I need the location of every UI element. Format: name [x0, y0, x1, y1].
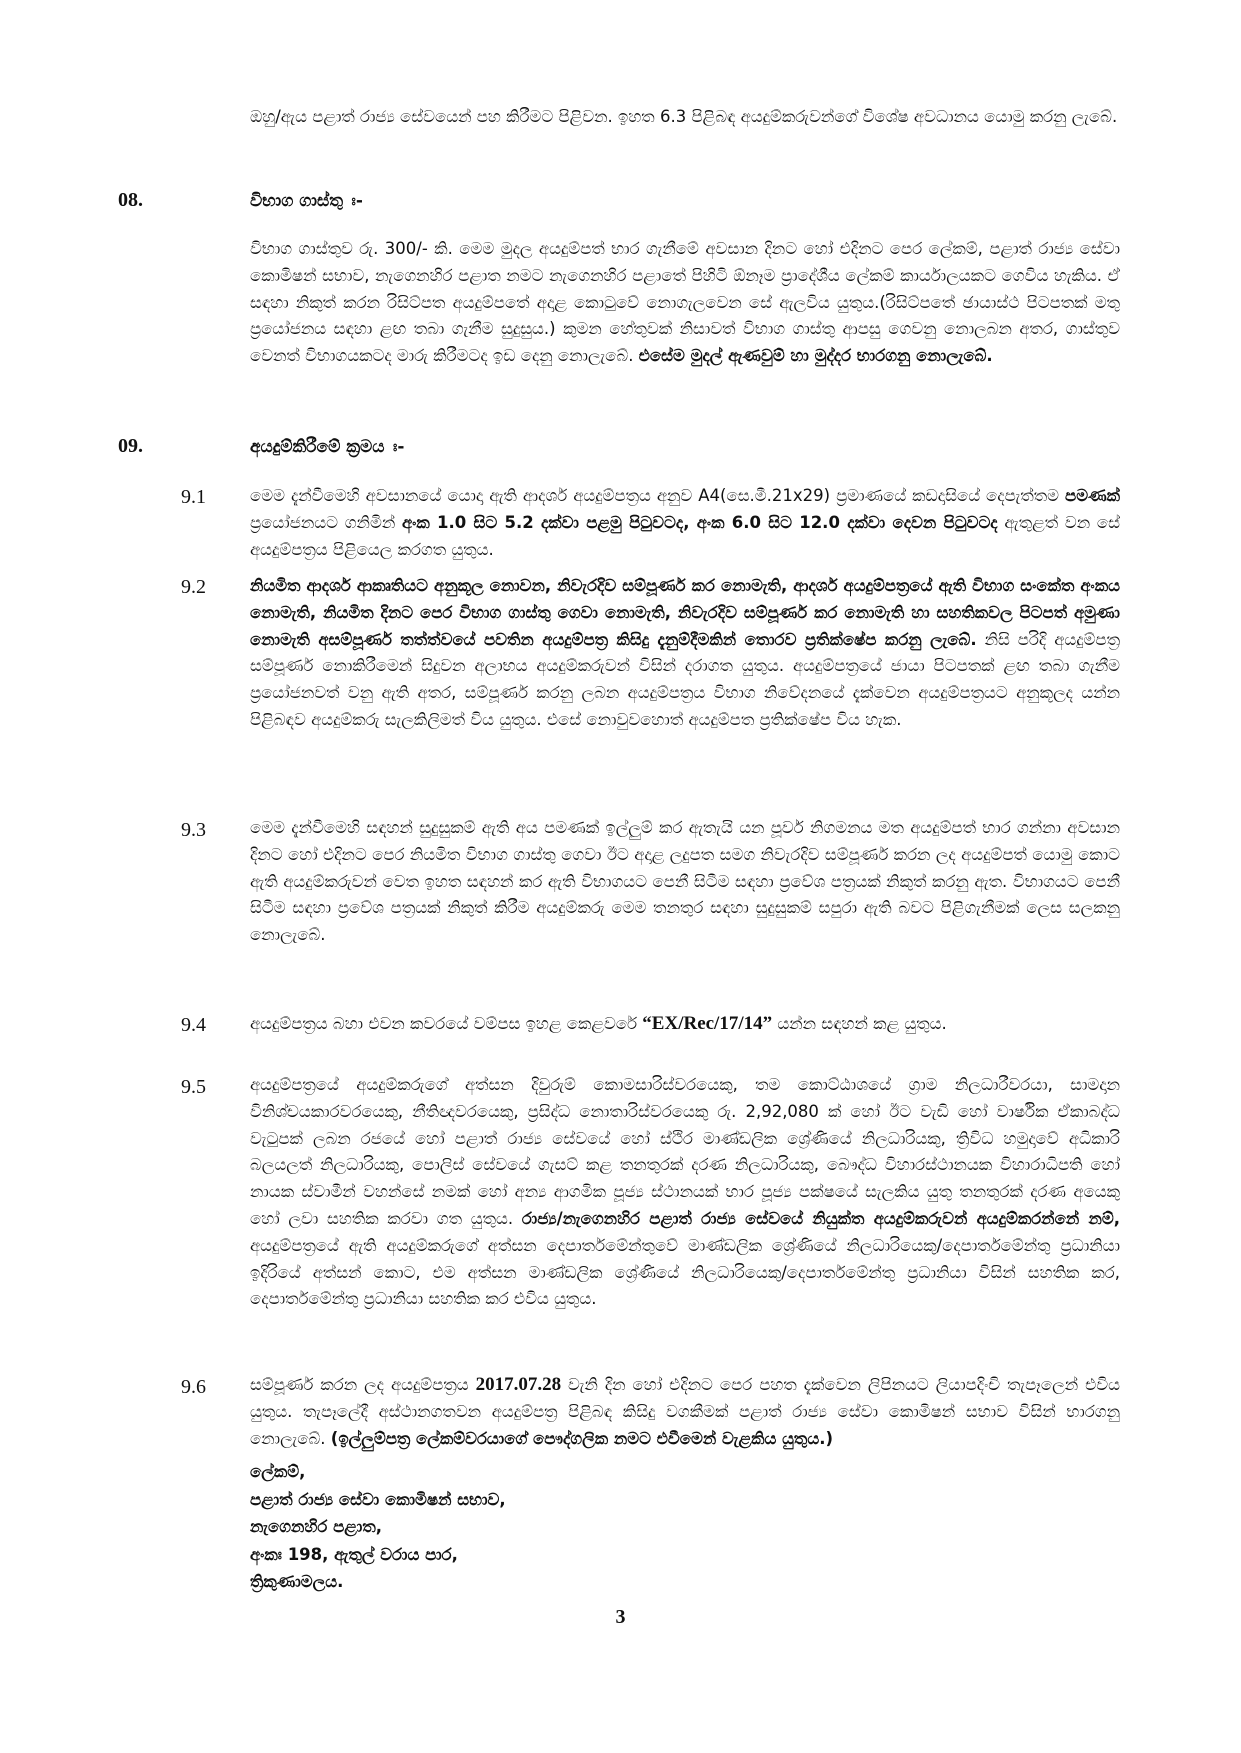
page-number: 3: [615, 1606, 626, 1628]
address-block: [250, 1458, 506, 1596]
section-08-bold-note: එසේම මුදල් ඇණවුම් හා මුද්දර භාරගනු නොලැබේ.: [638, 346, 993, 366]
item-9-5-number: 9.5: [181, 1076, 206, 1098]
intro-paragraph: ඔහු/ඇය පළාත් රාජ්‍ය සේවයෙන් පහ කිරීමට පිළිවන. ඉහත 6.3 පිළිබඳ අයදුම්කරුවන්ගේ විශේෂ අවධානය යොමු කරනු ලැබේ.: [250, 107, 1118, 126]
address-line: නැගෙනහිර පළාත,: [250, 1517, 382, 1536]
item-9-5-text: අයදුම්පත්‍රයේ අයදුම්කරුගේ අත්සන දිවුරුම් කොමසාරිස්වරයෙකු, තම කොට්ඨාශයේ ග්‍රාම නිලධාරීවරයා, සාමදාන විනිශ්චයකාරවරයෙකු, නීතිඥවරයෙකු, ප්‍රසිද්ධ නොතාරිස්වරයෙකු රු. 2,92,080 ක් හෝ ඊට වැඩි හෝ වාර්ෂික ඒකාබද්ධ වැටුපක් ලබන රජයේ හෝ පළාත් රාජ්‍ය සේවයේ හෝ ස්ථිර මාණ්ඩලික ශ්‍රේණියේ නිලධාරියකු, ත්‍රිවිධ හමුදාවේ අධිකාරි බලයලත් නිලධාරියකු, පොලිස් සේවයේ ගැසට් කළ තනතුරක් දරණ නිලධාරියකු, බෞද්ධ විහාරස්ථානයක විහාරාධිපති හෝ නායක ස්වාමීන් වහන්සේ නමක් හෝ අන්‍ය ආගමික පූජ්‍ය ස්ථානයක් භාර පූජ්‍ය පක්ෂයේ සැලකිය යුතු තනතුරක් දරණ අයෙකු හෝ ලවා සහතික කරවා ගත යුතුය. රාජ්‍ය/නැගෙනහිර පළාත් රාජ්‍ය සේවයේ නියුක්ත අයදුම්කරුවන් අයදුම්කරන්නේ නම්, අයදුම්පත්‍රයේ ඇති අයදුම්කරුගේ අත්සන දෙපාර්තමේන්තුවේ මාණ්ඩලික ශ්‍රේණියේ නිලධාරියෙකු/දෙපාර්තමේන්තු ප්‍රධානියා ඉදිරියේ අත්සන් කොට, එම අත්සන මාණ්ඩලික ශ්‍රේණියේ නිලධාරියෙකු/දෙපාර්තමේන්තු ප්‍රධානියා විසින් සහතික කර, දෙපාර්තමේන්තු ප්‍රධානියා සහතික කර එවිය යුතුය.: [250, 1075, 1120, 1309]
section-08-heading: විභාග ගාස්තු ඃ-: [250, 191, 363, 211]
item-9-2-number: 9.2: [181, 576, 206, 598]
item-9-6-text: සම්පූර්ණ කරන ලද අයදුම්පත්‍රය 2017.07.28 වැනි දින හෝ එදිනට පෙර පහත දැක්වෙන ලිපිනයට ලියාපදිංචි තැපෑලෙන් එවිය යුතුය. තැපෑලේදී අස්ථානගතවන අයදුම්පත්‍ර පිළිබඳ කිසිදු වගකීමක් පළාත් රාජ්‍ය සේවා කොමිෂන් සභාව විසින් භාරගනු නොලැබේ. (ඉල්ලුම්පත්‍ර ලේකම්වරයාගේ පෞද්ගලික නමට එවීමෙන් වැළකිය යුතුය.): [250, 1374, 1120, 1448]
section-08-number: 08.: [118, 189, 143, 211]
item-9-3-text: මෙම දැන්වීමෙහි සඳහන් සුදුසුකම් ඇති අය පමණක් ඉල්ලුම් කර ඇතැයි යන පූර්ව නිගමනය මත අයදුම්පත් භාර ගන්නා අවසාන දිනට හෝ එදිනට පෙර නියමිත විභාග ගාස්තු ගෙවා ඊට අදාළ ලදුපත සමග නිවැරදිව සම්පූර්ණ කරන ලද අයදුම්පත් යොමු කොට ඇති අයදුම්කරුවන් වෙත ඉහත සඳහන් කර ඇති විභාගයට පෙනී සිටීම සඳහා ප්‍රවේශ පත්‍රයක් නිකුත් කරනු ඇත. විභාගයට පෙනී සිටීම සඳහා ප්‍රවේශ පත්‍රයක් නිකුත් කිරීම අයදුම්කරු මෙම තනතුර සඳහා සුදුසුකම් සපුරා ඇති බවට පිළිගැනීමක් ලෙස සලකනු නොලැබේ.: [250, 818, 1120, 945]
item-9-6-number: 9.6: [181, 1376, 206, 1398]
item-9-2-text: නියමිත ආදර්ශ ආකෘතියට අනුකූල නොවන, නිවැරදිව සම්පූර්ණ කර නොමැති, ආදර්ශ අයදුම්පත්‍රයේ ඇති විභාග සංකේත අංකය නොමැති, නියමිත දිනට පෙර විභාග ගාස්තු ගෙවා නොමැති, නිවැරදිව සම්පූර්ණ කර නොමැති හා සහතිකවල පිටපත් අමුණා නොමැති අසම්පූර්ණ තත්ත්වයේ පවතින අයදුම්පත්‍ර කිසිදු දැනුම්දීමකින් තොරව ප්‍රතික්ෂේප කරනු ලැබේ. නිසි පරිදි අයදුම්පත්‍ර සම්පූර්ණ නොකිරීමෙන් සිදුවන අලාභය අයදුම්කරුවන් විසින් දරාගත යුතුය. අයදුම්පත්‍රයේ ජායා පිටපතක් ළඟ තබා ගැනීම ප්‍රයෝජනවත් වනු ඇති අතර, සම්පූර්ණ කරනු ලබන අයදුම්පත්‍රය විභාග නිවේදනයේ දැක්වෙන අයදුම්පත්‍රයට අනුකූලද යන්න පිළිබඳව අයදුම්කරු සැලකිලිමත් විය යුතුය. එසේ නොවුවහොත් අයදුම්පත ප්‍රතික්ෂේප විය හැක.: [250, 576, 1120, 729]
section-09-number: 09.: [118, 435, 143, 457]
address-line: ලේකම්,: [250, 1462, 306, 1481]
address-line: පළාත් රාජ්‍ය සේවා කොමිෂන් සභාව,: [250, 1489, 506, 1509]
address-line: අංකඃ 198, ඇතුල් වරාය පාර,: [250, 1544, 458, 1564]
item-9-4-text: අයදුම්පත්‍රය බහා එවන කවරයේ වම්පස ඉහළ කෙළවරේ “EX/Rec/17/14” යන්න සඳහන් කළ යුතුය.: [250, 1013, 947, 1034]
section-08-paragraph: විභාග ගාස්තුව රු. 300/- කි. මෙම මුදල අයදුම්පත් භාර ගැනීමේ අවසාන දිනට හෝ එදිනට පෙර ලේකම්, පළාත් රාජ්‍ය සේවා කොමිෂන් සභාව, නැගෙනහිර පළාත නමට නැගෙනහිර පළාතේ පිහිටි ඕනෑම ප්‍රාදේශීය ලේකම් කාර්යාලයකට ගෙවිය හැකිය. ඒ සඳහා නිකුත් කරන රිසිට්පත අයදුම්පතේ අදාළ කොටුවේ නොගැලවෙන සේ ඇලවිය යුතුය.(රිසිට්පතේ ඡායාස්ථ පිටපතක් මතු ප්‍රයෝජනය සඳහා ළඟ තබා ගැනීම සුදුසුය.) කුමන හේතුවක් නිසාවත් විභාග ගාස්තු ආපසු ගෙවනු නොලබන අතර, ගාස්තුව වෙනත් විභාගයකටද මාරු කිරීමටද ඉඩ දෙනු නොලැබේ. එසේම මුදල් ඇණවුම් හා මුද්දර භාරගනු නොලැබේ.: [250, 239, 1120, 366]
item-9-1-number: 9.1: [181, 486, 206, 508]
item-9-1-text: මෙම දැන්වීමෙහි අවසානයේ යොදා ඇති ආදර්ශ අයදුම්පත්‍රය අනුව A4(සෙ.මී.21x29) ප්‍රමාණයේ කඩදාසියේ දෙපැත්තම පමණක් ප්‍රයෝජනයට ගනිමින් අංක 1.0 සිට 5.2 දක්වා පළමු පිටුවටද, අංක 6.0 සිට 12.0 දක්වා දෙවන පිටුවටද ඇතුළත් වන සේ අයදුම්පත්‍රය පිළියෙල කරගත යුතුය.: [250, 486, 1120, 559]
address-line: ත්‍රිකුණාමලය.: [250, 1572, 344, 1591]
item-9-3-number: 9.3: [181, 819, 206, 841]
item-9-4-number: 9.4: [181, 1014, 206, 1036]
section-09-heading: අයදුම්කිරීමේ ක්‍රමය ඃ-: [250, 437, 405, 457]
